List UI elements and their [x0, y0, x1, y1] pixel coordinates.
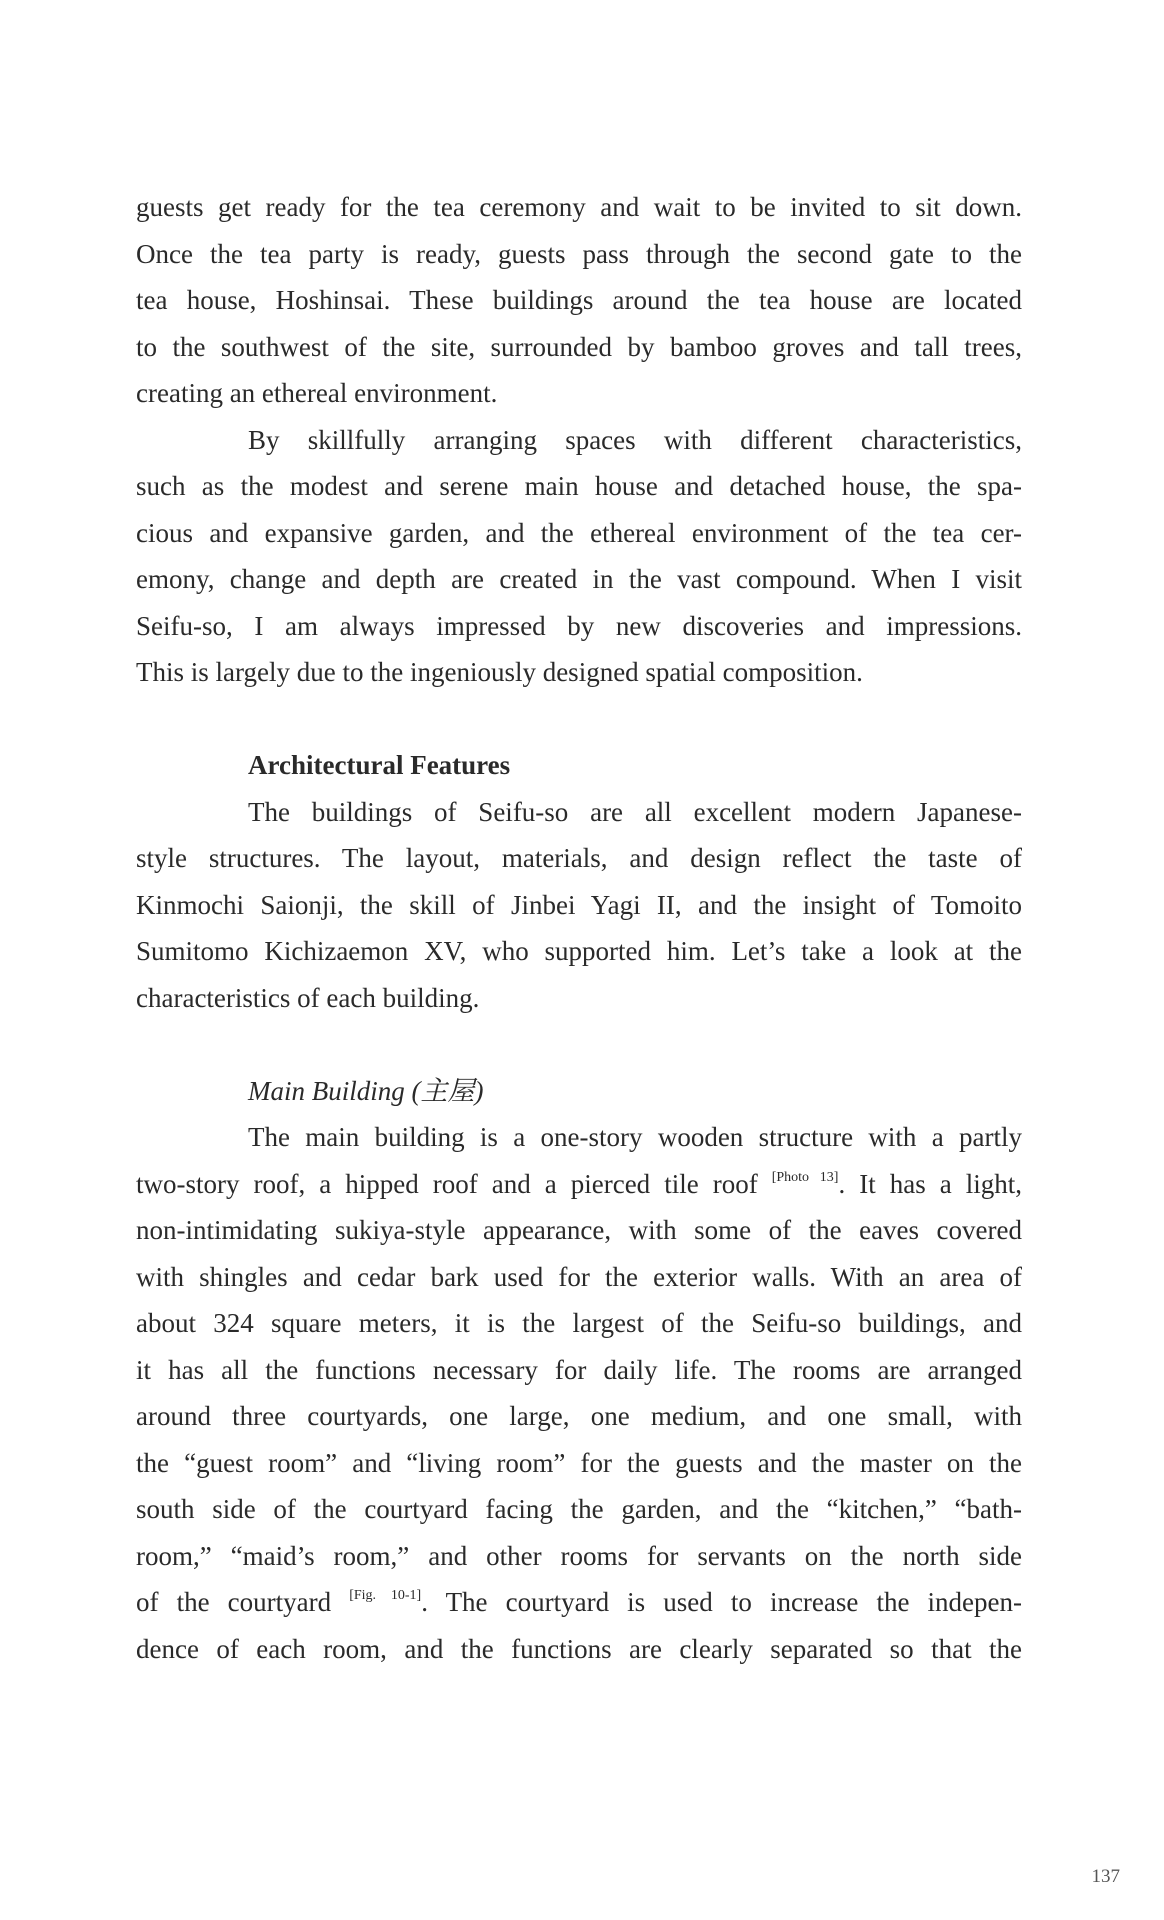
text-line: cious and expansive garden, and the ethereal environment of the tea cer-: [136, 517, 1022, 548]
text-line: creating an ethereal environment.: [136, 378, 498, 408]
section-spacer: [136, 1021, 1022, 1068]
text-fragment: two-story roof, a hipped roof and a pierced tile roof: [136, 1168, 758, 1199]
text-line: The buildings of Seifu-so are all excellent modern Japanese-: [248, 796, 1022, 827]
text-line: dence of each room, and the functions are clearly separated so that the: [136, 1633, 1022, 1664]
text-line: style structures. The layout, materials, and design reflect the taste of: [136, 843, 1022, 873]
text-fragment: . The courtyard is used to increase the indepen-: [421, 1587, 1023, 1617]
section-heading-architectural-features: Architectural Features: [248, 750, 511, 780]
photo-reference: [Photo 13]: [771, 1169, 839, 1185]
text-line: guests get ready for the tea ceremony and wait to be invited to sit down.: [136, 192, 1022, 222]
text-line: the “guest room” and “living room” for the guests and the master on the: [136, 1447, 1022, 1478]
paragraph-main-building: [136, 1114, 1022, 1672]
text-line: to the southwest of the site, surrounded by bamboo groves and tall trees,: [136, 331, 1022, 362]
text-line: Seifu-so, I am always impressed by new discoveries and impressions.: [136, 610, 1022, 641]
text-line: around three courtyards, one large, one medium, and one small, with: [136, 1401, 1022, 1431]
text-line: room,” “maid’s room,” and other rooms for servants on the north side: [136, 1540, 1022, 1571]
text-line: south side of the courtyard facing the garden, and the “kitchen,” “bath-: [136, 1494, 1022, 1524]
text-line: such as the modest and serene main house and detached house, the spa-: [136, 471, 1022, 501]
text-line: non-intimidating sukiya-style appearance, with some of the eaves covered: [136, 1215, 1022, 1245]
text-fragment: of the courtyard: [136, 1587, 332, 1617]
text-line: about 324 square meters, it is the largest of the Seifu-so buildings, and: [136, 1308, 1022, 1338]
paragraph-architectural-features: [136, 789, 1022, 1022]
figure-reference: [Fig. 10-1]: [349, 1588, 422, 1603]
section-spacer: [136, 696, 1022, 743]
text-fragment: . It has a light,: [838, 1168, 1022, 1199]
text-line: characteristics of each building.: [136, 982, 480, 1013]
page-body: [136, 184, 1022, 1672]
text-line: [136, 1579, 1022, 1626]
text-line: with shingles and cedar bark used for the exterior walls. With an area of: [136, 1261, 1022, 1292]
text-line: By skillfully arranging spaces with different characteristics,: [248, 424, 1022, 455]
text-line: Kinmochi Saionji, the skill of Jinbei Yagi II, and the insight of Tomoito: [136, 889, 1022, 920]
paragraph-spatial-composition: [136, 417, 1022, 696]
text-line: tea house, Hoshinsai. These buildings around the tea house are located: [136, 285, 1022, 315]
section-heading-main-building: Main Building (主屋): [248, 1075, 484, 1106]
text-line: Once the tea party is ready, guests pass through the second gate to the: [136, 238, 1022, 269]
page-number: 137: [1091, 1866, 1120, 1887]
text-line: The main building is a one-story wooden structure with a partly: [248, 1122, 1022, 1152]
text-line: Sumitomo Kichizaemon XV, who supported him. Let’s take a look at the: [136, 936, 1022, 966]
text-line: emony, change and depth are created in the vast compound. When I visit: [136, 564, 1022, 594]
text-line: it has all the functions necessary for daily life. The rooms are arranged: [136, 1354, 1022, 1385]
paragraph-tea-ceremony: [136, 184, 1022, 417]
text-line: [136, 1161, 1022, 1208]
text-line: This is largely due to the ingeniously designed spatial composition.: [136, 657, 863, 687]
